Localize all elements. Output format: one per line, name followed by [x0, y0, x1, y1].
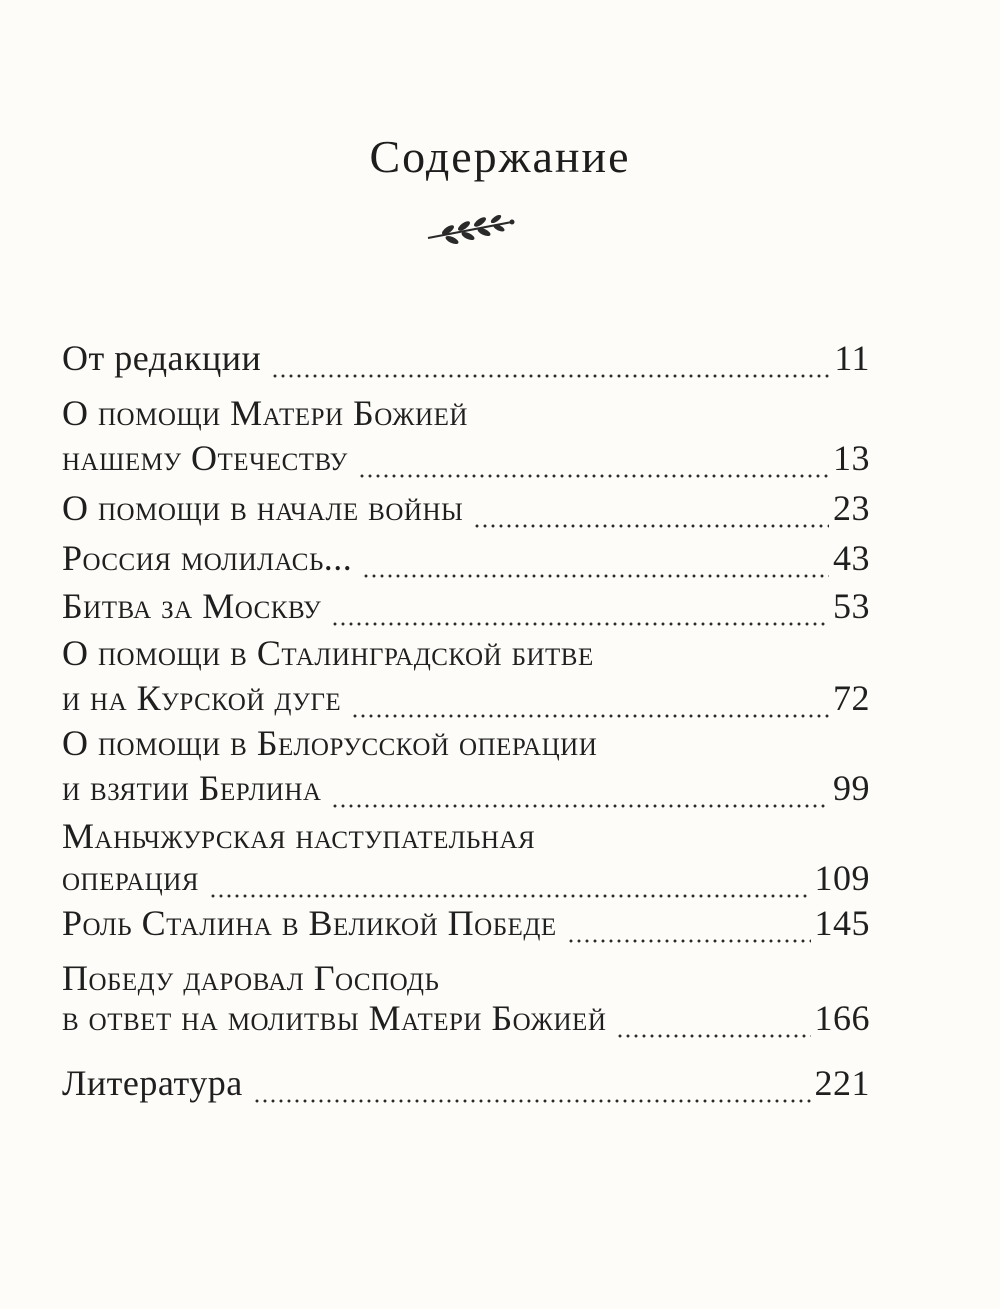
- toc-entry-line: [62, 630, 870, 676]
- toc-entry-title: в ответ на молитвы Матери Божией: [62, 998, 607, 1038]
- toc-entry: [62, 765, 870, 811]
- dot-leader: [271, 351, 830, 381]
- toc-page-number: 145: [814, 903, 870, 943]
- toc-entry-title: операция: [62, 858, 199, 898]
- toc-page-number: 13: [833, 438, 870, 478]
- dot-leader: [351, 691, 829, 721]
- dot-leader: [362, 551, 829, 581]
- toc-entry-title: и взятии Берлина: [62, 768, 322, 808]
- toc-entry-line: [62, 720, 870, 766]
- dot-leader: [209, 871, 811, 901]
- toc-entry-title: Роль Сталина в Великой Победе: [62, 903, 557, 943]
- toc-entry: [62, 1060, 870, 1106]
- toc-entry: [62, 583, 870, 629]
- toc-entry: [62, 675, 870, 721]
- toc-entry-title: О помощи в Белорусской операции: [62, 723, 598, 763]
- toc-entry: [62, 435, 870, 481]
- dot-leader: [331, 781, 829, 811]
- toc-entry-title: От редакции: [62, 338, 262, 378]
- toc-entry-title: и на Курской дуге: [62, 678, 342, 718]
- toc-entry-title: О помощи в Сталинградской битве: [62, 633, 594, 673]
- toc-entry: [62, 900, 870, 946]
- toc-entry-title: Победу даровал Господь: [62, 958, 440, 998]
- toc-entry-title: О помощи Матери Божией: [62, 393, 468, 433]
- toc-entry: [62, 995, 870, 1041]
- toc-entry-title: Литература: [62, 1063, 243, 1103]
- toc-entry: [62, 335, 870, 381]
- dot-leader: [358, 451, 829, 481]
- toc-page-number: 11: [834, 338, 870, 378]
- toc-entry: [62, 855, 870, 901]
- toc-entry-title: Россия молилась...: [62, 538, 353, 578]
- toc-entry-title: нашему Отечеству: [62, 438, 348, 478]
- toc-page-number: 109: [814, 858, 870, 898]
- dot-leader: [331, 599, 829, 629]
- toc-entry-title: Битва за Москву: [62, 586, 322, 626]
- dot-leader: [473, 501, 829, 531]
- toc-entry-title: Маньчжурская наступательная: [62, 816, 536, 856]
- toc-page-number: 72: [833, 678, 870, 718]
- toc-page-number: 43: [833, 538, 870, 578]
- toc-page-number: 221: [814, 1063, 870, 1103]
- toc-entry: [62, 535, 870, 581]
- toc-entry-title: О помощи в начале войны: [62, 488, 464, 528]
- dot-leader: [253, 1076, 811, 1106]
- toc-page-number: 166: [814, 998, 870, 1038]
- toc-entry: [62, 485, 870, 531]
- toc-entry-line: [62, 813, 870, 859]
- toc-entry-line: [62, 390, 870, 436]
- dot-leader: [567, 916, 811, 946]
- laurel-branch-icon: [420, 210, 520, 250]
- toc-page-number: 53: [833, 586, 870, 626]
- page-title: Содержание: [369, 131, 631, 182]
- toc-page-number: 23: [833, 488, 870, 528]
- toc-page-number: 99: [833, 768, 870, 808]
- dot-leader: [616, 1011, 810, 1041]
